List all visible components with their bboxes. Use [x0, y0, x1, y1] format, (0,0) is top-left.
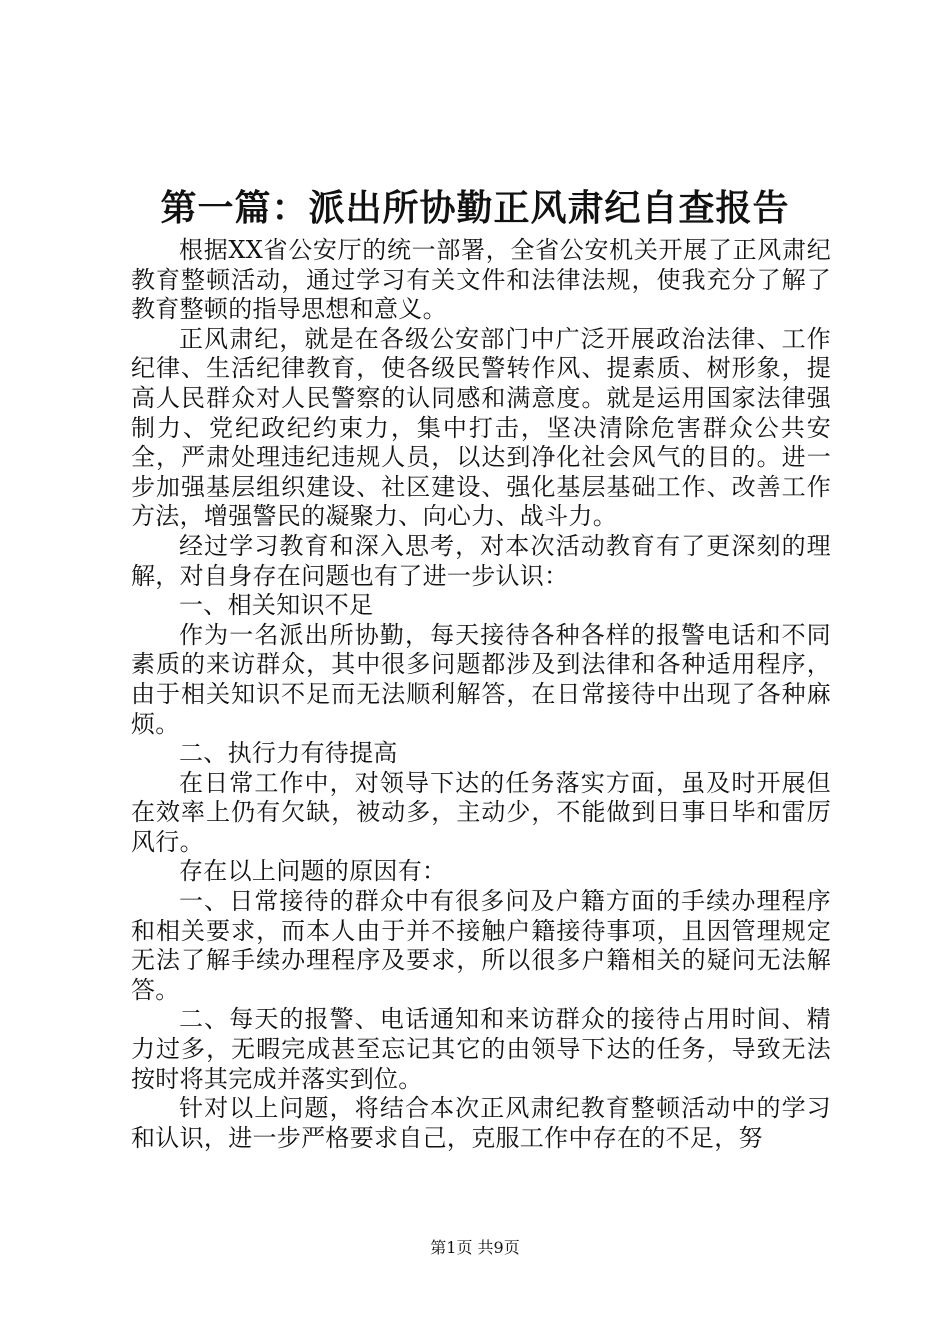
document-title: 第一篇：派出所协勤正风肃纪自查报告 [160, 187, 790, 229]
paragraph: 根据XX省公安厅的统一部署，全省公安机关开展了正风肃纪教育整顿活动，通过学习有关文件和法律法规，使我充分了解了教育整顿的指导思想和意义。 [131, 236, 831, 324]
paragraph: 正风肃纪，就是在各级公安部门中广泛开展政治法律、工作纪律、生活纪律教育，使各级民警转作风、提素质、树形象，提高人民群众对人民警察的认同感和满意度。就是运用国家法律强制力、党纪政纪约束力，集中打击，坚决清除危害群众公共安全，严肃处理违纪违规人员，以达到净化社会风气的目的。进一步加强基层组织建设、社区建设、强化基层基础工作、改善工作方法，增强警民的凝聚力、向心力、战斗力。 [131, 324, 831, 531]
paragraph: 二、每天的报警、电话通知和来访群众的接待占用时间、精力过多，无暇完成甚至忘记其它的由领导下达的任务，导致无法按时将其完成并落实到位。 [131, 1005, 831, 1093]
paragraph: 在日常工作中，对领导下达的任务落实方面，虽及时开展但在效率上仍有欠缺，被动多，主动少，不能做到日事日毕和雷厉风行。 [131, 768, 831, 856]
document-body [131, 236, 831, 1153]
paragraph: 一、日常接待的群众中有很多问及户籍方面的手续办理程序和相关要求，而本人由于并不接触户籍接待事项，且因管理规定无法了解手续办理程序及要求，所以很多户籍相关的疑问无法解答。 [131, 887, 831, 1004]
paragraph: 存在以上问题的原因有： [179, 857, 447, 886]
page-footer: 第1页 共9页 [430, 1238, 520, 1257]
paragraph: 经过学习教育和深入思考，对本次活动教育有了更深刻的理解，对自身存在问题也有了进一步认识： [131, 531, 831, 590]
paragraph: 针对以上问题，将结合本次正风肃纪教育整顿活动中的学习和认识，进一步严格要求自己，克服工作中存在的不足，努 [131, 1094, 831, 1152]
paragraph: 作为一名派出所协勤，每天接待各种各样的报警电话和不同素质的来访群众，其中很多问题都涉及到法律和各种适用程序，由于相关知识不足而无法顺利解答，在日常接待中出现了各种麻烦。 [131, 620, 831, 738]
section-heading: 一、相关知识不足 [179, 591, 374, 620]
section-heading: 二、执行力有待提高 [179, 739, 398, 768]
